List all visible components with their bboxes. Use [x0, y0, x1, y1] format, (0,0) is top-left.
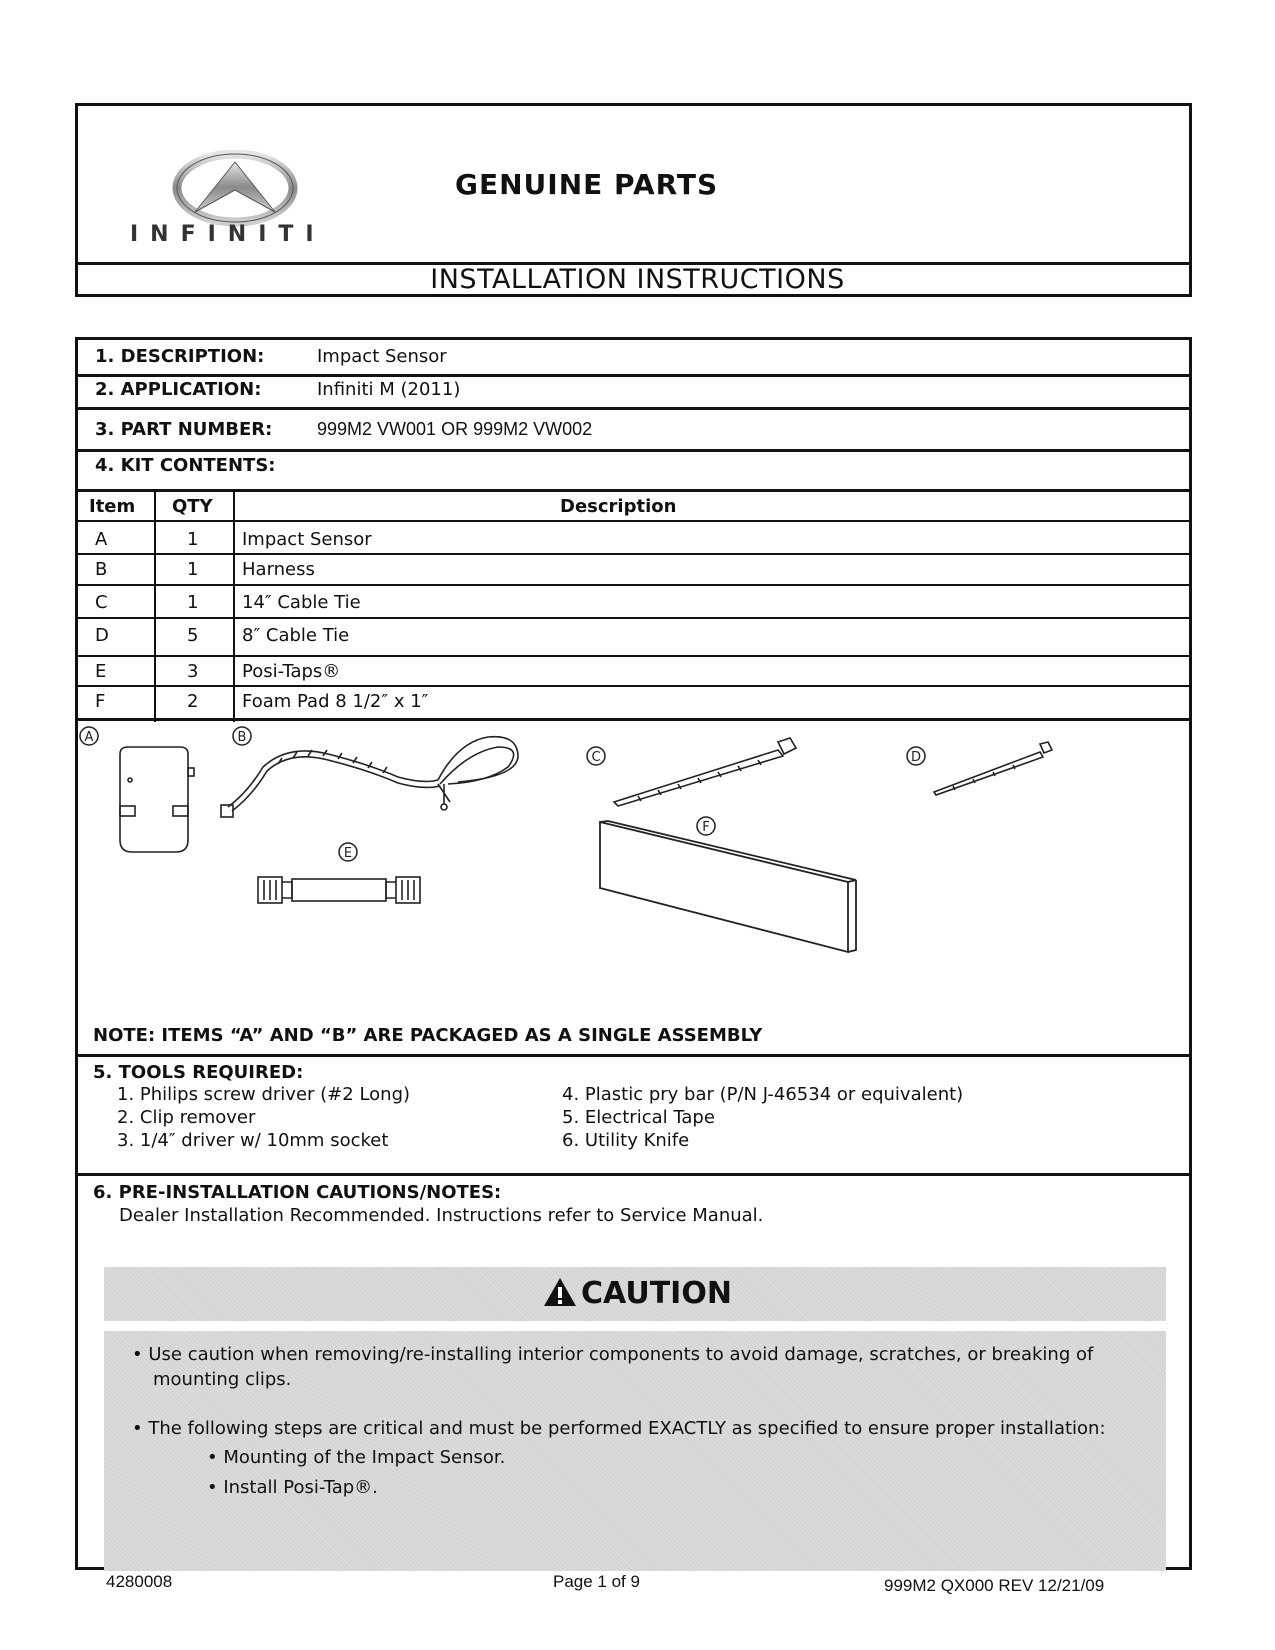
table-cell-item: C — [95, 592, 108, 613]
table-row-divider — [75, 520, 1192, 522]
pre-install-text: Dealer Installation Recommended. Instructions refer to Service Manual. — [119, 1205, 764, 1226]
long-cable-tie-illustration — [614, 738, 796, 806]
table-cell-item: D — [95, 625, 109, 646]
figure-label-e: E — [343, 846, 353, 861]
table-cell-description: Impact Sensor — [242, 529, 372, 550]
caution-bullet-continued: mounting clips. — [153, 1369, 292, 1390]
row-divider — [75, 407, 1192, 410]
footer-revision: 999M2 QX000 REV 12/21/09 — [884, 1576, 1105, 1595]
caution-sub-bullet: • Mounting of the Impact Sensor. — [207, 1447, 506, 1468]
table-cell-description: Foam Pad 8 1/2″ x 1″ — [242, 691, 429, 712]
caution-title — [0, 1276, 1275, 1311]
table-col-divider — [233, 489, 235, 722]
tool-item: 2. Clip remover — [117, 1107, 256, 1128]
tool-item: 3. 1/4″ driver w/ 10mm socket — [117, 1130, 389, 1151]
table-cell-qty: 1 — [187, 529, 199, 550]
assembly-note: NOTE: ITEMS “A” AND “B” ARE PACKAGED AS A SINGLE ASSEMBLY — [93, 1025, 763, 1046]
table-header-item: Item — [89, 496, 136, 517]
brand-wordmark: INFINITI — [130, 222, 326, 247]
part-number-label: 3. PART NUMBER: — [95, 419, 273, 440]
harness-illustration — [221, 737, 518, 817]
caution-bullet: • Use caution when removing/re-installing interior components to avoid damage, scratches, or breaking of — [132, 1344, 1094, 1365]
table-cell-item: B — [95, 559, 108, 580]
tool-item: 5. Electrical Tape — [562, 1107, 715, 1128]
table-cell-qty: 3 — [187, 661, 199, 682]
figure-label-b: B — [237, 730, 247, 745]
tool-item: 1. Philips screw driver (#2 Long) — [117, 1084, 411, 1105]
application-label: 2. APPLICATION: — [95, 379, 262, 400]
kit-contents-illustration — [78, 722, 1189, 1017]
table-row-divider — [75, 584, 1192, 586]
caution-title-text: CAUTION — [581, 1276, 732, 1311]
section-divider — [75, 1054, 1192, 1057]
table-cell-description: Posi-Taps® — [242, 661, 341, 682]
description-value: Impact Sensor — [317, 346, 447, 367]
table-cell-qty: 1 — [187, 592, 199, 613]
footer-page-number: Page 1 of 9 — [553, 1572, 640, 1591]
row-divider — [75, 449, 1192, 452]
table-cell-description: 14″ Cable Tie — [242, 592, 361, 613]
page-title: GENUINE PARTS — [455, 168, 719, 201]
figure-label-c: C — [591, 750, 601, 765]
table-col-divider — [154, 489, 156, 722]
table-cell-qty: 1 — [187, 559, 199, 580]
figure-label-a: A — [84, 730, 94, 745]
tool-item: 6. Utility Knife — [562, 1130, 690, 1151]
table-cell-item: E — [95, 661, 107, 682]
table-row-divider — [75, 553, 1192, 555]
table-cell-qty: 2 — [187, 691, 199, 712]
table-header-description: Description — [560, 496, 677, 517]
foam-pad-illustration — [600, 821, 856, 952]
row-divider — [75, 489, 1192, 492]
posi-tap-illustration — [258, 877, 420, 903]
table-bottom-border — [75, 718, 1192, 721]
figure-label-d: D — [910, 750, 922, 765]
part-number-value: 999M2 VW001 OR 999M2 VW002 — [317, 419, 593, 439]
table-cell-qty: 5 — [187, 625, 199, 646]
short-cable-tie-illustration — [934, 742, 1052, 795]
document-subtitle: INSTALLATION INSTRUCTIONS — [430, 264, 845, 295]
table-row-divider — [75, 655, 1192, 657]
pre-install-label: 6. PRE-INSTALLATION CAUTIONS/NOTES: — [93, 1182, 502, 1203]
table-row-divider — [75, 685, 1192, 687]
table-header-qty: QTY — [172, 496, 213, 517]
warning-triangle-icon — [543, 1277, 577, 1307]
tools-required-label: 5. TOOLS REQUIRED: — [93, 1062, 304, 1083]
caution-sub-bullet: • Install Posi-Tap®. — [207, 1477, 378, 1498]
caution-bullet: • The following steps are critical and must be performed EXACTLY as specified to ensure proper installation: — [132, 1418, 1106, 1439]
table-cell-item: A — [95, 529, 108, 550]
tool-item: 4. Plastic pry bar (P/N J-46534 or equivalent) — [562, 1084, 964, 1105]
description-label: 1. DESCRIPTION: — [95, 346, 265, 367]
application-value: Infiniti M (2011) — [317, 379, 461, 400]
table-row-divider — [75, 617, 1192, 619]
impact-sensor-illustration — [120, 747, 194, 852]
table-cell-description: Harness — [242, 559, 315, 580]
table-cell-description: 8″ Cable Tie — [242, 625, 350, 646]
row-divider — [75, 374, 1192, 377]
footer-document-number: 4280008 — [106, 1572, 173, 1591]
table-cell-item: F — [95, 691, 106, 712]
section-divider — [75, 1173, 1192, 1176]
figure-label-f: F — [702, 820, 710, 835]
kit-contents-label: 4. KIT CONTENTS: — [95, 455, 276, 476]
